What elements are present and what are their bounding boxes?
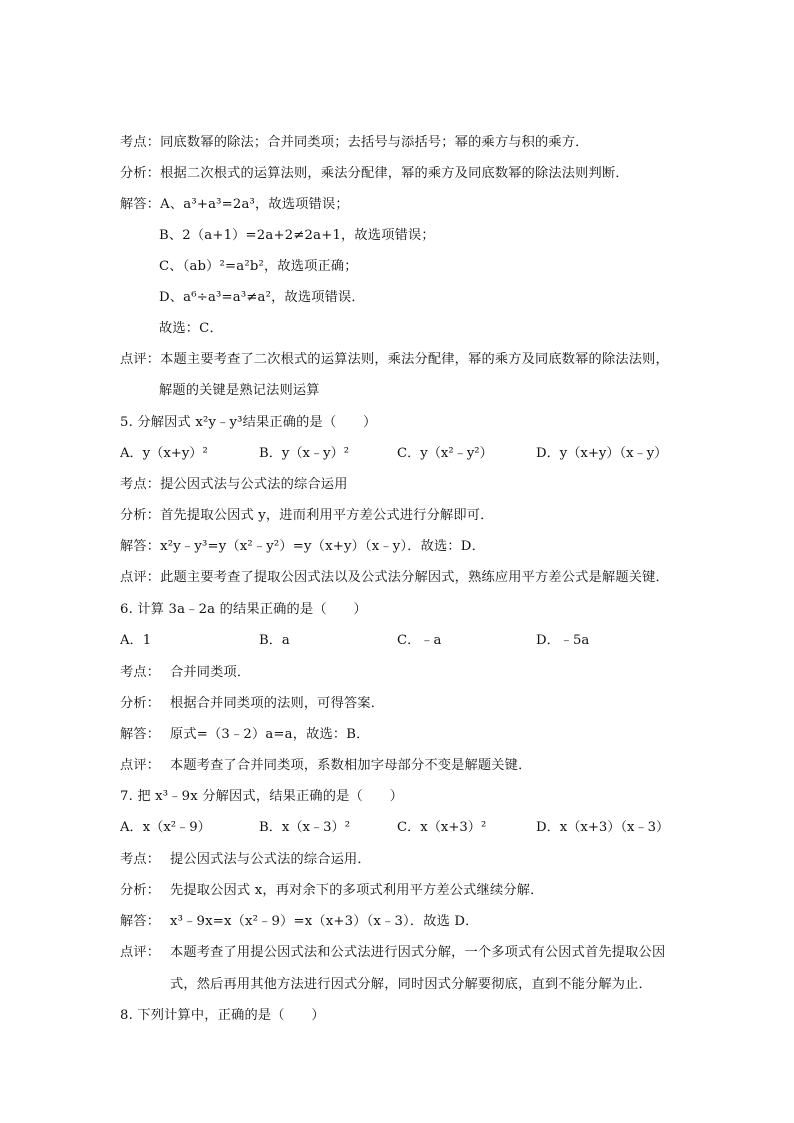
q5-stem: 5. 分解因式 x²y﹣y³结果正确的是（ ） [120,415,377,430]
q7-dianping-label: 点评： [120,945,161,960]
q7-dianping-1: 本题考查了用提公因式法和公式法进行因式分解，一个多项式有公因式首先提取公因 [170,945,666,960]
q8-stem: 8. 下列计算中，正确的是（ ） [120,1008,325,1023]
q6-jieda-label: 解答： [120,727,161,742]
q4-jieda-a: 解答：A、a³+a³=2a³，故选项错误； [120,197,349,212]
q5-option-b: B．y（x﹣y）² [259,446,350,461]
q6-kaodian-label: 考点： [120,665,161,680]
q7-option-b: B．x（x﹣3）² [259,820,350,835]
q7-fenxi: 先提取公因式 x，再对余下的多项式利用平方差公式继续分解． [170,883,544,898]
q5-option-a: A．y（x+y）² [120,446,208,461]
q7-jieda: x³﹣9x=x（x²﹣9）=x（x+3）（x﹣3）．故选 D． [170,914,479,929]
q5-kaodian: 考点：提公因式法与公式法的综合运用 [120,477,348,492]
q7-fenxi-label: 分析： [120,883,161,898]
q7-option-c: C．x（x+3）² [397,820,487,835]
q4-dianping-2: 解题的关键是熟记法则运算 [159,383,320,398]
q7-kaodian: 提公因式法与公式法的综合运用． [170,852,371,867]
q5-option-d: D．y（x+y）（x﹣y） [536,446,668,461]
q6-stem: 6. 计算 3a﹣2a 的结果正确的是（ ） [120,602,367,617]
q4-kaodian: 考点：同底数幂的除法；合并同类项；去括号与添括号；幂的乘方与积的乘方． [120,135,589,150]
q5-dianping: 点评：此题主要考查了提取公因式法以及公式法分解因式，熟练应用平方差公式是解题关键． [120,570,669,585]
q6-jieda: 原式=（3﹣2）a=a，故选：B． [170,727,370,742]
q6-option-c: C．﹣a [397,633,442,648]
q5-option-c: C．y（x²﹣y²） [397,446,493,461]
q6-fenxi-label: 分析： [120,696,161,711]
q5-fenxi: 分析：首先提取公因式 y，进而利用平方差公式进行分解即可． [120,508,494,523]
q6-option-d: D．﹣5a [536,633,590,648]
q6-fenxi: 根据合并同类项的法则，可得答案． [170,696,385,711]
q4-jieda-c: C、（ab）²=a²b²，故选项正确； [159,259,358,274]
q4-answer: 故选：C． [159,321,223,336]
q5-jieda: 解答：x²y﹣y³=y（x²﹣y²）=y（x+y）（x﹣y）．故选：D． [120,539,485,554]
q6-dianping-label: 点评： [120,758,161,773]
q7-option-d: D．x（x+3）（x﹣3） [536,820,670,835]
q6-option-a: A．1 [120,633,152,648]
q7-stem: 7. 把 x³﹣9x 分解因式，结果正确的是（ ） [120,789,404,804]
q6-option-b: B．a [259,633,290,648]
q7-option-a: A．x（x²﹣9） [120,820,211,835]
q6-kaodian: 合并同类项． [170,665,251,680]
q4-jieda-b: B、2（a+1）=2a+2≠2a+1，故选项错误； [159,228,435,243]
q4-dianping-1: 点评：本题主要考查了二次根式的运算法则，乘法分配律，幂的乘方及同底数幂的除法法则， [120,352,669,367]
q7-dianping-2: 式，然后再用其他方法进行因式分解，同时因式分解要彻底，直到不能分解为止． [170,977,652,992]
q4-jieda-d: D、a⁶÷a³=a³≠a²，故选项错误． [159,290,365,305]
q6-dianping: 本题考查了合并同类项，系数相加字母部分不变是解题关键． [170,758,532,773]
q7-kaodian-label: 考点： [120,852,161,867]
q4-fenxi: 分析：根据二次根式的运算法则，乘法分配律，幂的乘方及同底数幂的除法法则判断． [120,166,629,181]
q7-jieda-label: 解答： [120,914,161,929]
